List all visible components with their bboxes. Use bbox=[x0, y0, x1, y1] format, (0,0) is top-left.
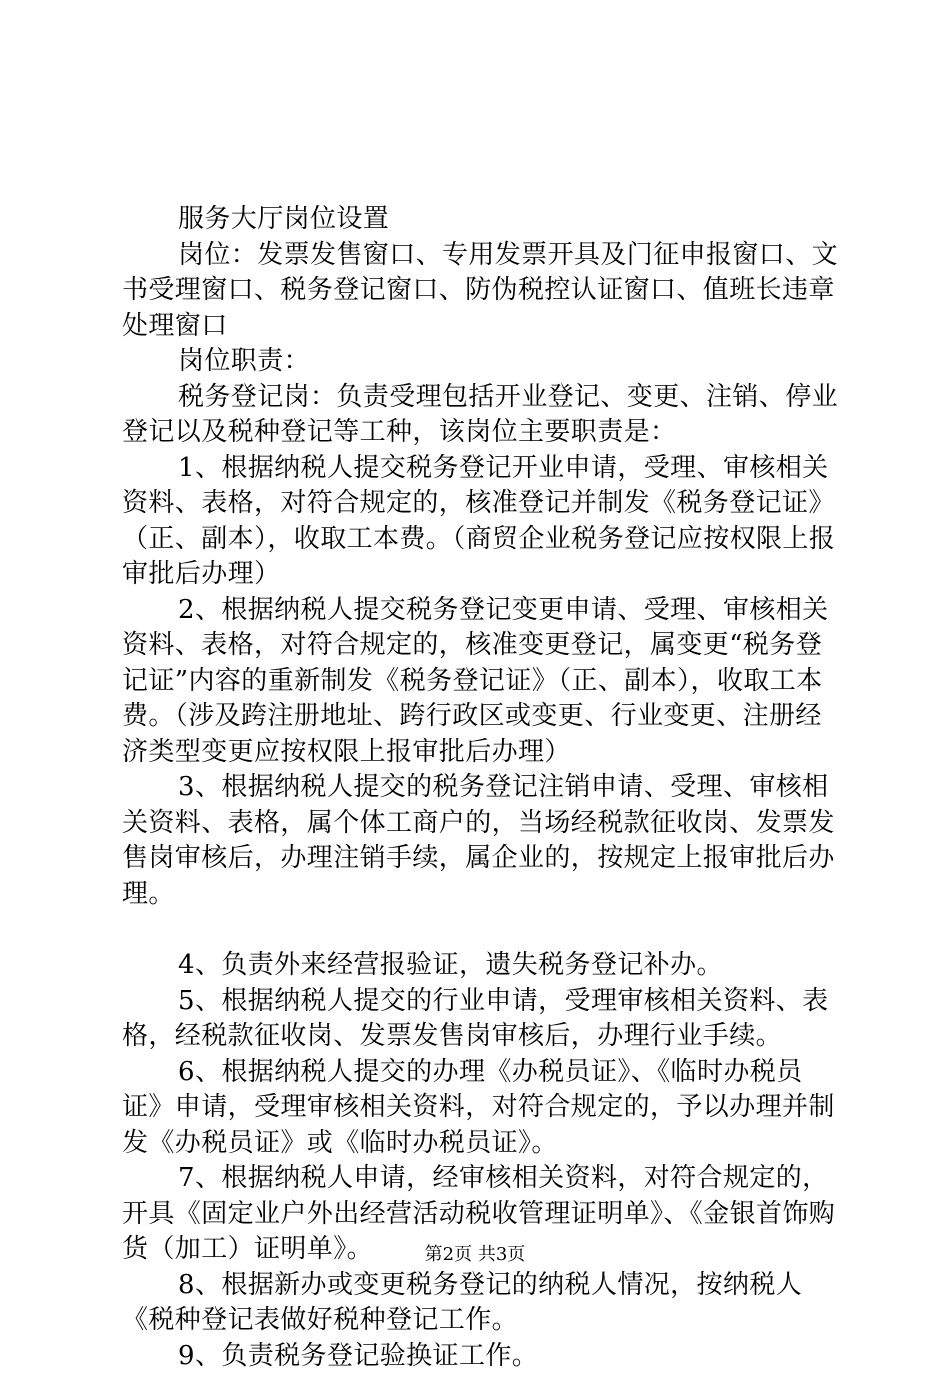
paragraph-item-5: 5、根据纳税人提交的行业申请，受理审核相关资料、表格，经税款征收岗、发票发售岗审核后，办理行业手续。 bbox=[122, 984, 840, 1055]
paragraph-duties-heading: 岗位职责： bbox=[122, 344, 840, 380]
paragraph-registration-post: 税务登记岗：负责受理包括开业登记、变更、注销、停业登记以及税种登记等工种，该岗位主要职责是： bbox=[122, 380, 840, 451]
paragraph-item-8: 8、根据新办或变更税务登记的纳税人情况，按纳税人《税种登记表做好税种登记工作。 bbox=[122, 1268, 840, 1339]
paragraph-item-4: 4、负责外来经营报验证，遗失税务登记补办。 bbox=[122, 948, 840, 984]
paragraph-item-6: 6、根据纳税人提交的办理《办税员证》、《临时办税员证》申请，受理审核相关资料，对符合规定的，予以办理并制发《办税员证》或《临时办税员证》。 bbox=[122, 1055, 840, 1162]
paragraph-gap bbox=[122, 912, 840, 948]
paragraph-item-7: 7、根据纳税人申请，经审核相关资料，对符合规定的，开具《固定业户外出经营活动税收管理证明单》、《金银首饰购货（加工）证明单》。 bbox=[122, 1161, 840, 1268]
page-number: 第2页 共3页 bbox=[425, 1244, 526, 1265]
paragraph-item-9: 9、负责税务登记验换证工作。 bbox=[122, 1339, 840, 1374]
paragraph-item-1: 1、根据纳税人提交税务登记开业申请，受理、审核相关资料、表格，对符合规定的，核准登记并制发《税务登记证》（正、副本），收取工本费。（商贸企业税务登记应按权限上报审批后办理） bbox=[122, 451, 840, 593]
page-footer bbox=[0, 1244, 950, 1266]
section-title: 服务大厅岗位设置 bbox=[122, 202, 840, 238]
document-body bbox=[122, 202, 840, 1374]
paragraph-item-3: 3、根据纳税人提交的税务登记注销申请、受理、审核相关资料、表格，属个体工商户的，当场经税款征收岗、发票发售岗审核后，办理注销手续，属企业的，按规定上报审批后办理。 bbox=[122, 770, 840, 912]
paragraph-positions: 岗位：发票发售窗口、专用发票开具及门征申报窗口、文书受理窗口、税务登记窗口、防伪税控认证窗口、值班长违章处理窗口 bbox=[122, 238, 840, 345]
paragraph-item-2: 2、根据纳税人提交税务登记变更申请、受理、审核相关资料、表格，对符合规定的，核准变更登记，属变更“税务登记证”内容的重新制发《税务登记证》（正、副本），收取工本费。（涉及跨注册地址、跨行政区或变更、行业变更、注册经济类型变更应按权限上报审批后办理） bbox=[122, 593, 840, 771]
